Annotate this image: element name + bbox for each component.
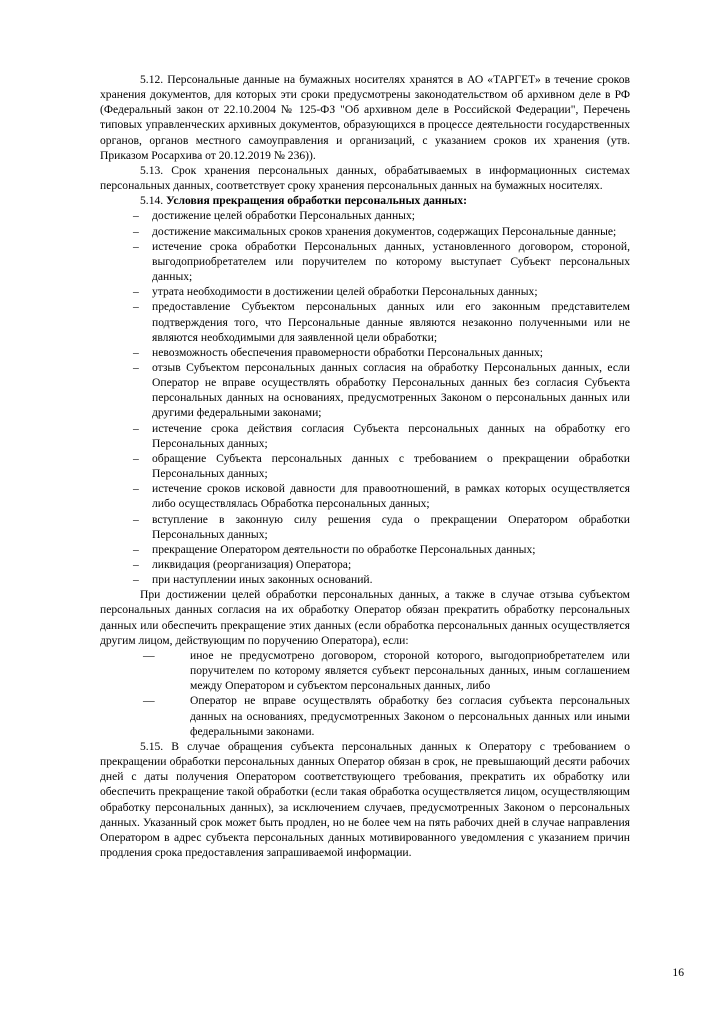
list-item-text: истечение срока действия согласия Субъекта персональных данных на обработку его Персональных данных; xyxy=(152,421,630,450)
dash-bullet-icon: – xyxy=(133,421,139,435)
dash-bullet-icon: – xyxy=(133,224,139,238)
list-item xyxy=(100,239,630,284)
list-item xyxy=(100,481,630,511)
list-item-text: прекращение Оператором деятельности по обработке Персональных данных; xyxy=(152,542,536,556)
dash-bullet-icon: – xyxy=(133,345,139,359)
list-item-text: достижение целей обработки Персональных данных; xyxy=(152,209,415,223)
list-item xyxy=(100,360,630,421)
termination-conditions-list xyxy=(100,208,630,587)
dash-bullet-icon: – xyxy=(133,239,139,253)
list-item xyxy=(100,451,630,481)
paragraph-text-5-13: Срок хранения персональных данных, обрабатываемых в информационных системах персональных данных, соответствует сроку хранения персональных данных на бумажных носителях. xyxy=(100,163,630,193)
paragraph-text-termination-intro: При достижении целей обработки персональных данных, а также в случае отзыва субъектом персональных данных согласия на их обработку Оператор обязан прекратить обработку персональных данных или обеспечить прекращение этих данных (если обработка персональных данных осуществляется другим лицом, действующим по поручению Оператора), если: xyxy=(100,588,630,647)
list-item xyxy=(100,345,630,360)
heading-5-14 xyxy=(100,193,630,208)
list-item xyxy=(100,299,630,344)
list-item-text: Оператор не вправе осуществлять обработку без согласия субъекта персональных данных на основаниях, предусмотренных Законом о персональных данных или иными федеральными законами. xyxy=(190,694,630,738)
paragraph-termination-intro xyxy=(100,587,630,648)
dash-bullet-icon: – xyxy=(133,300,139,314)
list-item xyxy=(100,693,630,738)
dash-bullet-icon: – xyxy=(133,451,139,465)
section-number-5-13: 5.13. xyxy=(140,163,164,177)
list-item-text: истечение сроков исковой давности для правоотношений, в рамках которых осуществляется либо осуществлялась Обработка персональных данных; xyxy=(152,482,630,511)
dash-bullet-icon: – xyxy=(133,573,139,587)
page-number: 16 xyxy=(672,966,684,979)
list-item-text: обращение Субъекта персональных данных с требованием о прекращении обработки Персональных данных; xyxy=(152,451,630,481)
paragraph-5-13 xyxy=(100,163,630,193)
paragraph-text-5-12: Персональные данные на бумажных носителях хранятся в АО «ТАРГЕТ» в течение сроков хранения документов, для которых эти сроки предусмотрены законодательством об архивном деле в РФ (Федеральный закон от 22.10.2004 № 125-ФЗ "Об архивном деле в Российской Федерации", Перечень типовых управленческих архивных документов, образующихся в процессе деятельности государственных органов, органов местного самоуправления и организаций, с указанием сроков их хранения (утв. Приказом Росархива от 20.12.2019 № 236)). xyxy=(100,73,630,162)
dash-bullet-icon: – xyxy=(133,360,139,374)
paragraph-5-12 xyxy=(100,72,630,163)
dash-bullet-icon: – xyxy=(133,285,139,299)
dash-bullet-icon: – xyxy=(133,209,139,223)
list-item-text: при наступлении иных законных оснований. xyxy=(152,573,373,587)
section-number-5-12: 5.12. xyxy=(140,73,164,86)
list-item xyxy=(100,542,630,557)
list-item-text: отзыв Субъектом персональных данных согласия на обработку Персональных данных, если Оператор не вправе осуществлять обработку Персональных данных без согласия Субъекта персональных данных на основаниях, предусмотренных Законом о персональных данных или другими федеральными законами; xyxy=(152,360,630,420)
list-item xyxy=(100,648,630,693)
list-item-text: утрата необходимости в достижении целей обработки Персональных данных; xyxy=(152,285,538,299)
dash-bullet-icon: – xyxy=(133,542,139,556)
heading-text-5-14: Условия прекращения обработки персональных данных: xyxy=(166,194,467,208)
list-item xyxy=(100,557,630,572)
dash-bullet-icon: – xyxy=(133,558,139,571)
list-item xyxy=(100,421,630,451)
list-item-text: невозможность обеспечения правомерности обработки Персональных данных; xyxy=(152,345,544,359)
list-item-text: предоставление Субъектом персональных данных или его законным представителем подтверждения того, что Персональные данные являются незаконно полученными или не являются необходимыми для заявленной цели обработки; xyxy=(152,300,630,344)
list-item xyxy=(100,512,630,542)
paragraph-text-5-15: В случае обращения субъекта персональных данных к Оператору с требованием о прекращении обработки персональных данных Оператор обязан в срок, не превышающий десяти рабочих дней с даты получения Оператором соответствующего требования, прекратить их обработку или обеспечить прекращение такой обработки (если такая обработка осуществляется лицом, осуществляющим обработку персональных данных), за исключением случаев, предусмотренных Законом о персональных данных. Указанный срок может быть продлен, но не более чем на пять рабочих дней в случае направления Оператором в адрес субъекта персональных данных мотивированного уведомления с указанием причин продления срока предоставления запрашиваемой информации. xyxy=(100,739,630,859)
dash-bullet-icon: – xyxy=(133,482,139,496)
list-item xyxy=(100,224,630,239)
list-item-text: вступление в законную силу решения суда о прекращении Оператором обработки Персональных данных; xyxy=(152,512,630,541)
section-number-5-15: 5.15. xyxy=(140,739,164,753)
list-item xyxy=(100,208,630,223)
list-item-text: иное не предусмотрено договором, стороной которого, выгодоприобретателем или поручителем по которому является субъект персональных данных, иным соглашением между Оператором и субъектом персональных данных, либо xyxy=(190,648,630,693)
paragraph-5-15 xyxy=(100,739,630,860)
document-body xyxy=(100,72,630,860)
emdash-bullet-icon: — xyxy=(143,648,155,662)
list-item xyxy=(100,284,630,299)
list-item-text: ликвидация (реорганизация) Оператора; xyxy=(152,558,352,571)
list-item xyxy=(100,572,630,587)
emdash-bullet-icon: — xyxy=(143,694,155,708)
termination-exceptions-list xyxy=(100,648,630,739)
list-item-text: достижение максимальных сроков хранения документов, содержащих Персональные данные; xyxy=(152,224,617,238)
dash-bullet-icon: – xyxy=(133,512,139,526)
list-item-text: истечение срока обработки Персональных данных, установленного договором, стороной, выгодоприобретателем или поручителем по которому выступает Субъект персональных данных; xyxy=(152,239,630,284)
section-number-5-14: 5.14. xyxy=(140,194,164,208)
